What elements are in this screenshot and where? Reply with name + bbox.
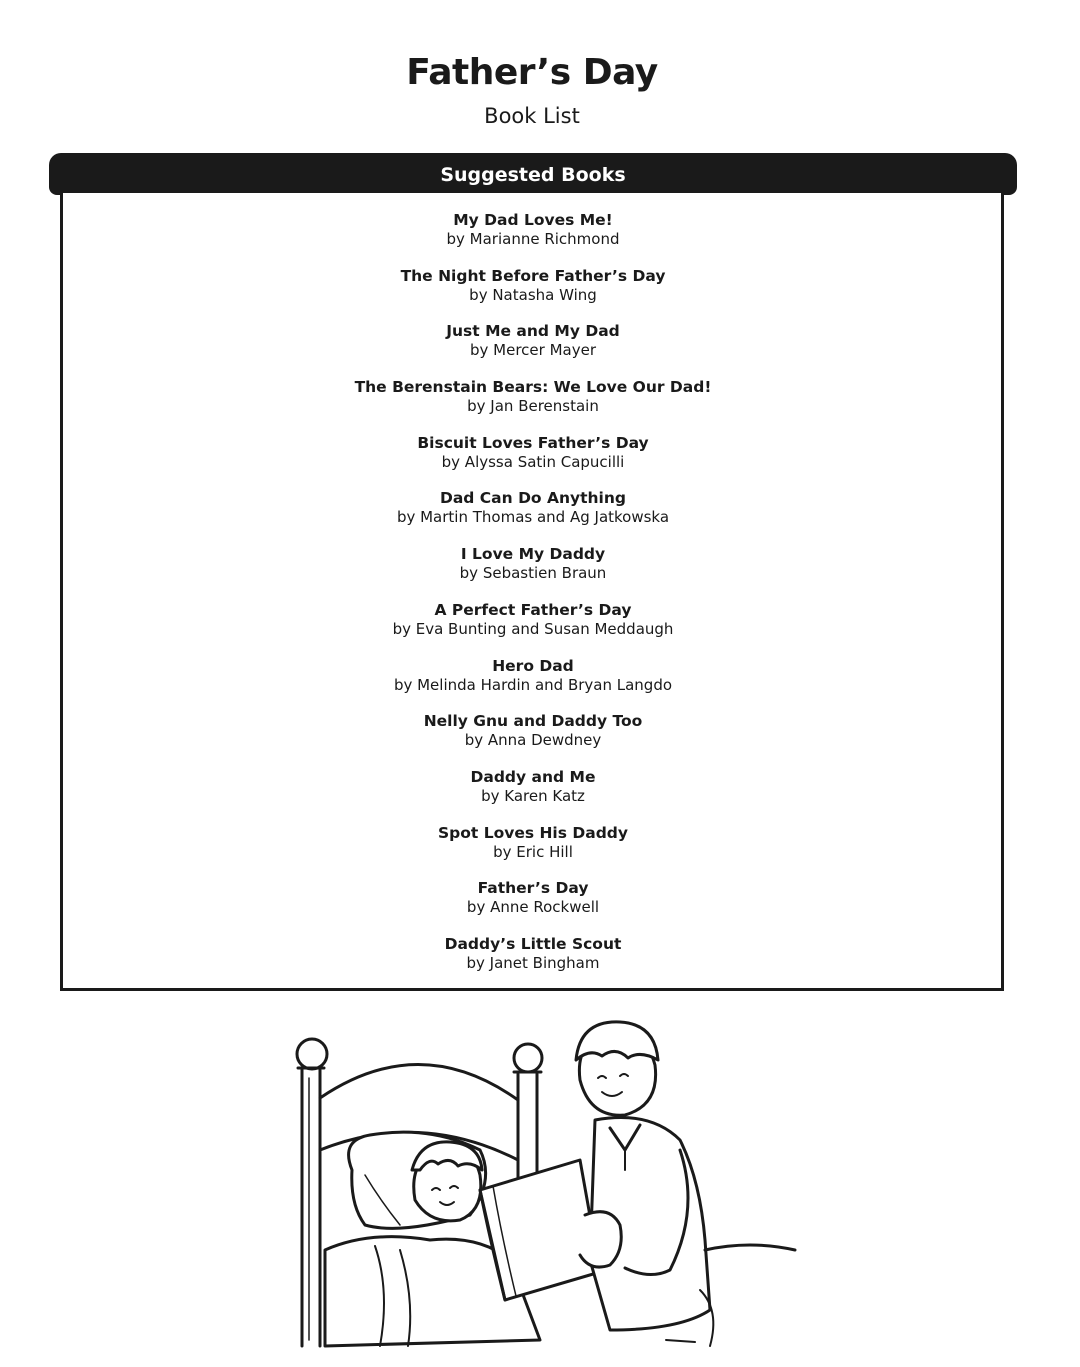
list-item — [63, 601, 1003, 657]
book-title: Biscuit Loves Father’s Day — [417, 433, 649, 452]
book-author: by Anne Rockwell — [466, 898, 600, 917]
book-author: by Martin Thomas and Ag Jatkowska — [396, 508, 670, 527]
list-item — [63, 657, 1003, 713]
book-author: by Eva Bunting and Susan Meddaugh — [392, 619, 674, 638]
book-author: by Anna Dewdney — [464, 731, 602, 750]
list-item — [63, 434, 1003, 490]
book-title: Hero Dad — [492, 656, 574, 675]
page-subtitle: Book List — [484, 104, 580, 128]
book-title: Nelly Gnu and Daddy Too — [423, 712, 643, 731]
book-author: by Natasha Wing — [469, 285, 597, 304]
book-title: The Berenstain Bears: We Love Our Dad! — [354, 378, 712, 397]
list-item — [63, 322, 1003, 378]
book-author: by Janet Bingham — [466, 953, 600, 972]
list-item — [63, 768, 1003, 824]
list-item — [63, 489, 1003, 545]
book-author: by Melinda Hardin and Bryan Langdo — [393, 675, 673, 694]
book-title: Just Me and My Dad — [446, 322, 620, 341]
book-author: by Alyssa Satin Capucilli — [441, 452, 625, 471]
book-title: Dad Can Do Anything — [439, 489, 626, 508]
book-author: by Eric Hill — [493, 842, 573, 861]
list-item — [63, 267, 1003, 323]
list-item — [63, 211, 1003, 267]
book-title: My Dad Loves Me! — [453, 211, 613, 229]
book-list-panel — [60, 193, 1004, 991]
book-author: by Marianne Richmond — [446, 230, 620, 248]
list-item — [63, 545, 1003, 601]
book-title: A Perfect Father’s Day — [434, 600, 632, 619]
book-title: I Love My Daddy — [460, 545, 606, 564]
list-item — [63, 824, 1003, 880]
book-list — [63, 211, 1003, 991]
book-title: Spot Loves His Daddy — [437, 823, 628, 842]
list-item — [63, 712, 1003, 768]
book-author: by Jan Berenstain — [467, 397, 599, 416]
book-title: The Night Before Father’s Day — [400, 266, 666, 285]
list-item — [63, 378, 1003, 434]
list-item — [63, 935, 1003, 991]
book-title: Daddy and Me — [470, 767, 596, 786]
dad-reading-to-child-icon — [280, 1010, 810, 1367]
book-author: by Sebastien Braun — [459, 564, 607, 583]
book-title: Father’s Day — [477, 879, 589, 898]
list-item — [63, 879, 1003, 935]
suggested-books-header: Suggested Books — [49, 153, 1017, 195]
page-title: Father’s Day — [406, 52, 658, 93]
book-author: by Karen Katz — [481, 786, 585, 805]
book-author: by Mercer Mayer — [470, 341, 596, 360]
book-title: Daddy’s Little Scout — [444, 934, 622, 953]
